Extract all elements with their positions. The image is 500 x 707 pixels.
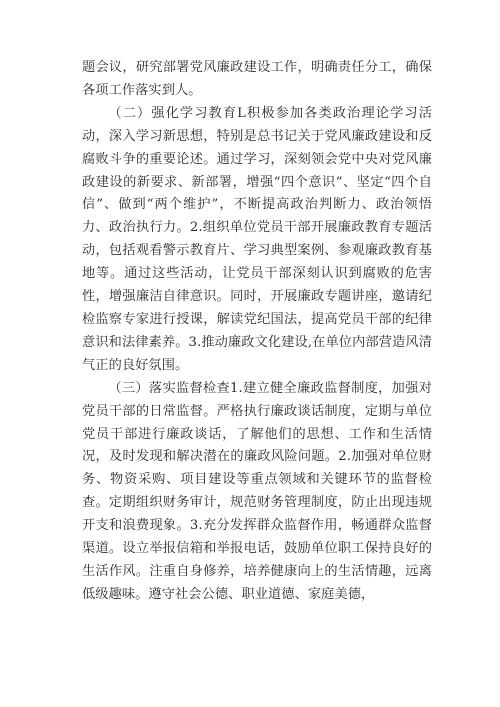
body-text [82,57,432,607]
paragraph-continuation: 题会议，研究部署党风廉政建设工作，明确责任分工，确保各项工作落实到人。 [82,60,432,98]
paragraph-section-2: （二）强化学习教育L积极参加各类政治理论学习活动，深入学习新思想，特别是总书记关于党风廉政建设和反腐败斗争的重要论述。通过学习，深刻领会党中央对党风廉政建设的新要求、新部署，增强“四个意识”、坚定“四个自信”、做到“两个维护”，不断提高政治判断力、政治领悟力、政治执行力。2.组织单位党员干部开展廉政教育专题活动，包括观看警示教育片、学习典型案例、参观廉政教育基地等。通过这些活动，让党员干部深刻认识到腐败的危害性，增强廉洁自律意识。同时，开展廉政专题讲座，邀请纪检监察专家进行授课，解读党纪国法，提高党员干部的纪律意识和法律素养。3.推动廉政文化建设,在单位内部营造风清气正的良好氛围。 [82,105,432,373]
paragraph-section-3: （三）落实监督检查1.建立健全廉政监督制度，加强对党员干部的日常监督。严格执行廉政谈话制度，定期与单位党员干部进行廉政谈话，了解他们的思想、工作和生活情况，及时发现和解决潜在的廉政风险问题。2.加强对单位财务、物资采购、项目建设等重点领域和关键环节的监督检查。定期组织财务审计，规范财务管理制度，防止出现违规开支和浪费现象。3.充分发挥群众监督作用，畅通群众监督渠道。设立举报信箱和举报电话，鼓励单位职工保持良好的生活作风。注重自身修养，培养健康向上的生活情趣，远离低级趣味。遵守社会公德、职业道德、家庭美德， [82,380,432,602]
